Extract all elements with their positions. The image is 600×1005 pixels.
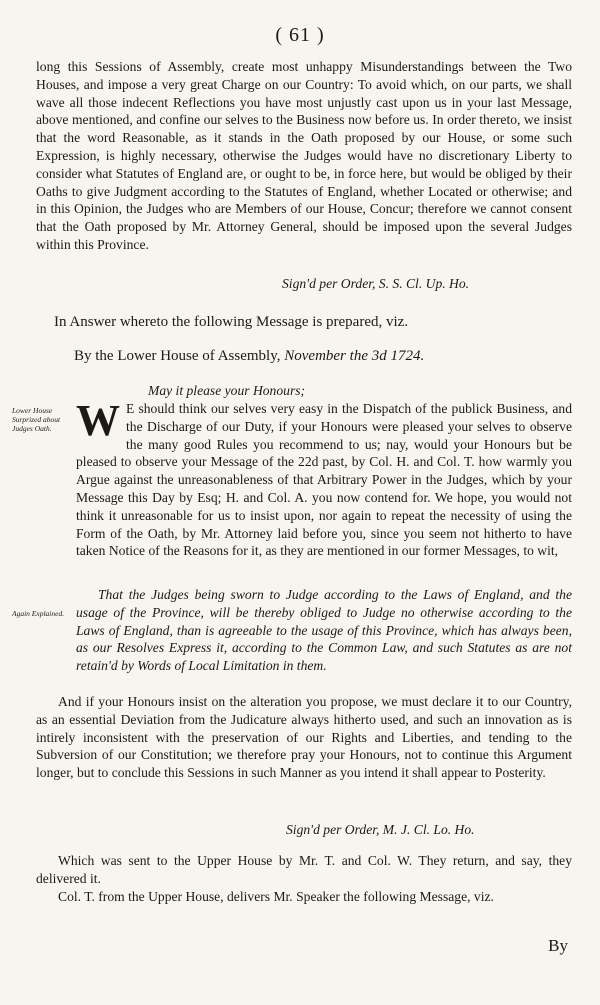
answer-line: In Answer whereto the following Message is prepared, viz. [54, 314, 409, 330]
heading-house: By the Lower House of Assembly, [74, 348, 281, 364]
paragraph-text: E should think our selves very easy in the Dispatch of the publick Business, and the Discharge of our Duty, if your Honours were pleased your selves to observe the many good Rules you recommend to us; nay, would your Honours but be pleased to observe your Message of the 22d past, by Col. H. and Col. T. how warmly you Argue against the unreasonableness of that Arbitrary Power in the Judges, which by your Message this Day by Esq; H. and Col. A. you now contend for. We hope, you would not think it unreasonable for us to insist upon, nor again to repeat the necessity of using the Form of the Oath, by Mr. Attorney laid before you, since you seem not hitherto to have taken Notice of the Reasons for it, as they are mentioned in our former Messages, to wit, [76, 401, 572, 559]
margin-note-surprized: Lower House Surprized about Judges Oath. [12, 406, 61, 433]
paragraph-judges-oath [76, 586, 572, 675]
catchword: By [548, 936, 568, 955]
paragraph-delivers [36, 888, 572, 906]
salutation: May it please your Honours; [148, 383, 306, 398]
message-heading [36, 348, 572, 365]
paragraph-text: That the Judges being sworn to Judge according to the Laws of England, and the usage of the Province, will be thereby obliged to Judge no otherwise according to the Laws of England, than is agreeable to the usage of this Province, which has always been, as our Resolves Express it, according to the Common Law, and such Statutes as are not retain'd by Words of Local Limitation in them. [76, 587, 572, 674]
paragraph-deviation [36, 693, 572, 782]
paragraph-lower-house-reply [76, 396, 572, 560]
paragraph-text: And if your Honours insist on the alteration you propose, we must declare it to our Country, as an essential Deviation from the Judicature always hitherto used, and such an innovation as is intirely inconsistent with the preservation of our Rights and Liberties, and tending to the Subversion of our Constitution; we therefore pray your Honours, not to continue this Argument longer, but to conclude this Sessions in such Manner as you intend it shall appear to Posterity. [36, 694, 572, 781]
margin-note-explained: Again Explained. [12, 609, 65, 618]
paragraph-text: Col. T. from the Upper House, delivers Mr. Speaker the following Message, viz. [58, 889, 494, 904]
paragraph-text: long this Sessions of Assembly, create most unhappy Misunderstandings between the Two Houses, and impose a very great Charge on our Country: To avoid which, on our parts, we shall wave all those indecent Reflections you have most unjustly cast upon us in your last Message, above mentioned, and confine our selves to the Business now before us. In order thereto, we insist that the word Reasonable, as it stands in the Oath proposed by our House, or some such Expression, is highly necessary, otherwise the Judges would have no discretionary Liberty to consider what Statutes of England are, or ought to be, in force here, but would be obliged by their Oaths to give Judgment according to the Statutes of England, whether Located or otherwise; and in this Opinion, the Judges who are Members of our House, Concur; therefore we cannot consent that the Oath proposed by Mr. Attorney General, should be imposed upon the several Judges within this Province. [36, 59, 572, 252]
paragraph-upper-house-message [36, 58, 572, 254]
heading-date: November the 3d 1724. [284, 348, 425, 364]
drop-capital: W [76, 396, 120, 445]
paragraph-text: Which was sent to the Upper House by Mr. T. and Col. W. They return, and say, they delivered it. [36, 853, 572, 886]
signature-upper-house: Sign'd per Order, S. S. Cl. Up. Ho. [282, 276, 470, 291]
paragraph-sent [36, 852, 572, 888]
signature-lower-house: Sign'd per Order, M. J. Cl. Lo. Ho. [286, 822, 475, 837]
page-number: ( 61 ) [275, 24, 325, 46]
